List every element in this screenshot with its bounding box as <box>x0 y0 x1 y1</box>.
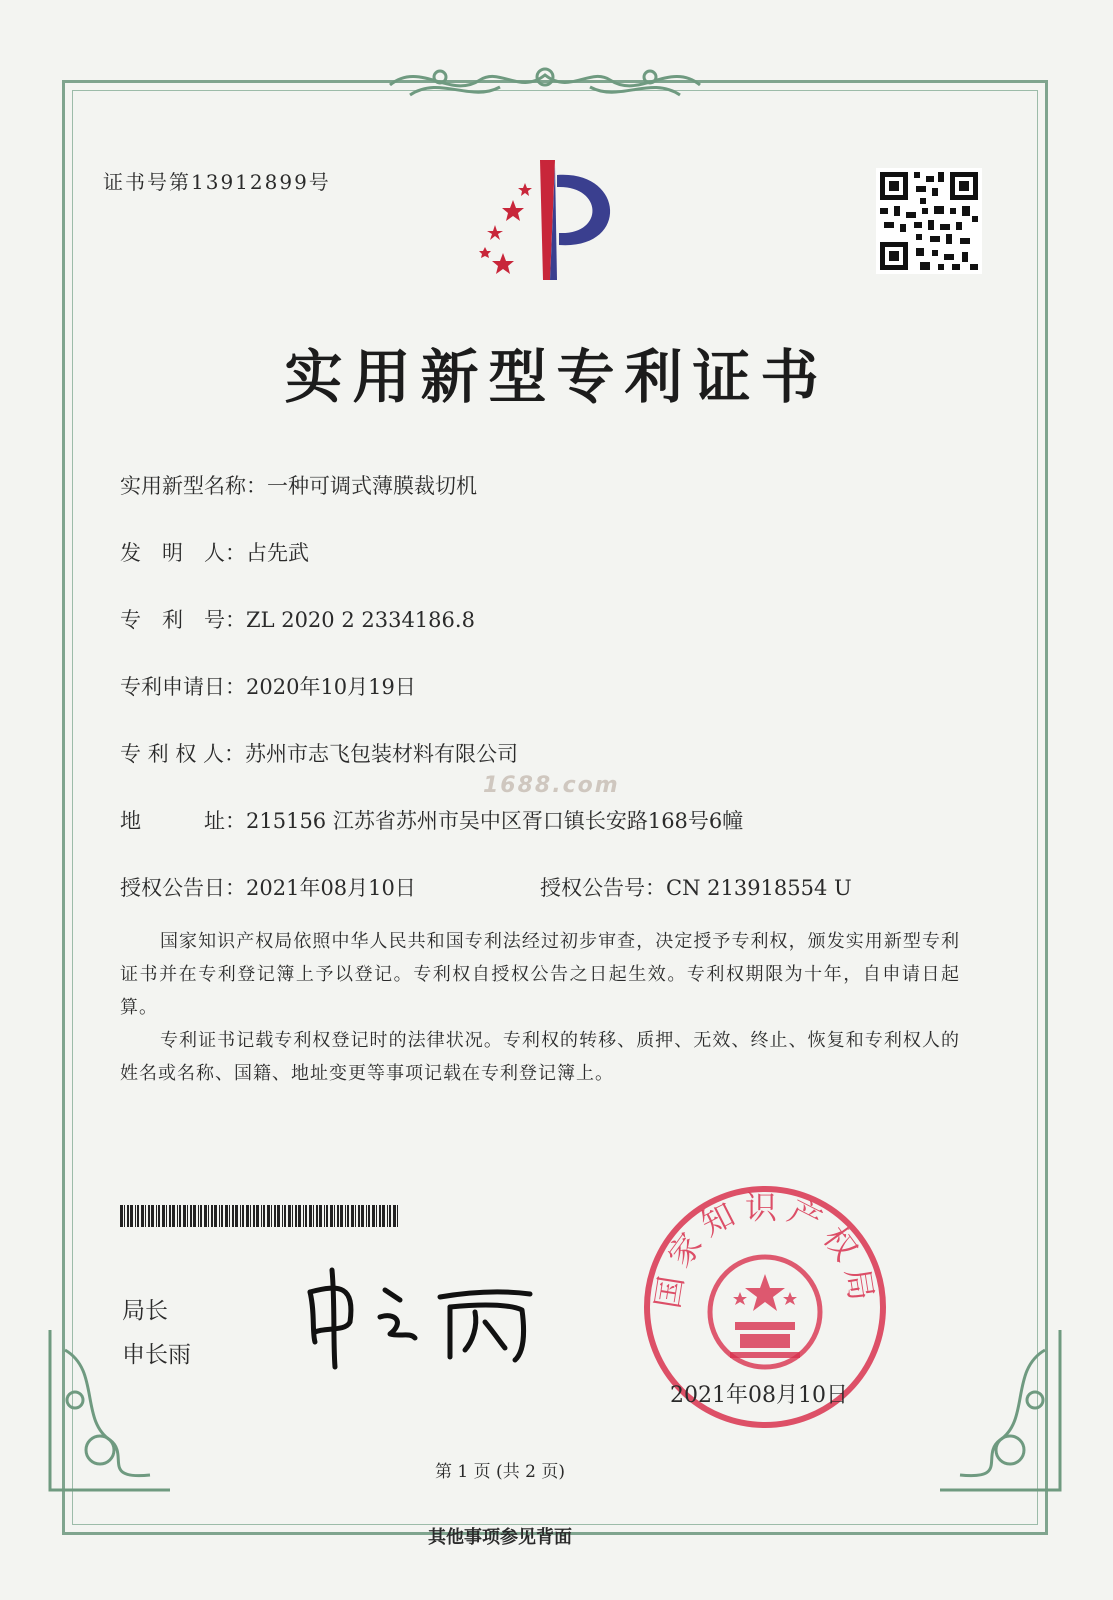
field-value: 一种可调式薄膜裁切机 <box>267 474 477 498</box>
field-value: 215156 江苏省苏州市吴中区胥口镇长安路168号6幢 <box>246 809 744 833</box>
field-value: CN 213918554 U <box>666 876 852 900</box>
field-label: 授权公告日： <box>120 876 246 900</box>
field-grant-date <box>120 872 416 902</box>
field-value: 占先武 <box>246 541 309 565</box>
field-value: ZL 2020 2 2334186.8 <box>246 608 475 632</box>
qr-code-icon <box>876 168 982 274</box>
director-role: 局长 <box>122 1298 168 1324</box>
page-title: 实用新型专利证书 <box>284 343 829 411</box>
director-signature-icon <box>300 1262 550 1372</box>
field-label: 实用新型名称： <box>120 474 267 498</box>
field-label: 发 明 人： <box>120 541 246 565</box>
field-value: 2021年08月10日 <box>246 876 416 900</box>
field-label: 专利申请日： <box>120 675 246 699</box>
field-label: 专 利 号： <box>120 608 246 632</box>
body-paragraph: 专利证书记载专利权登记时的法律状况。专利权的转移、质押、无效、终止、恢复和专利权人的姓名或名称、国籍、地址变更等事项记载在专利登记簿上。 <box>120 1030 960 1084</box>
field-filing-date <box>120 671 416 701</box>
certificate-body <box>120 925 960 1090</box>
field-grant-number <box>540 872 852 902</box>
footer-note: 其他事项参见背面 <box>428 1527 572 1548</box>
cnipa-logo-icon <box>455 155 635 285</box>
certificate-number: 证书号第13912899号 <box>103 170 331 194</box>
field-utility-model-name <box>120 470 477 500</box>
field-label: 专 利 权 人： <box>120 742 246 766</box>
field-address <box>120 805 743 835</box>
director-name: 申长雨 <box>122 1342 191 1368</box>
watermark: 1688.com <box>483 773 620 798</box>
barcode-icon <box>120 1205 402 1227</box>
field-patent-number <box>120 604 475 634</box>
field-value: 2020年10月19日 <box>246 675 416 699</box>
top-ornament-icon <box>380 55 710 105</box>
field-patentee <box>120 738 518 768</box>
field-label: 授权公告号： <box>540 876 666 900</box>
field-label: 地 址： <box>120 809 246 833</box>
page-number: 第 1 页 (共 2 页) <box>435 1462 565 1482</box>
field-value: 苏州市志飞包装材料有限公司 <box>245 742 519 766</box>
seal-date: 2021年08月10日 <box>670 1383 848 1408</box>
body-paragraph: 国家知识产权局依照中华人民共和国专利法经过初步审查，决定授予专利权，颁发实用新型专利证书并在专利登记簿上予以登记。专利权自授权公告之日起生效。专利权期限为十年，自申请日起算。 <box>120 931 960 1018</box>
field-inventor <box>120 537 309 567</box>
seal-text: 国家知识产权局 <box>648 1188 882 1311</box>
